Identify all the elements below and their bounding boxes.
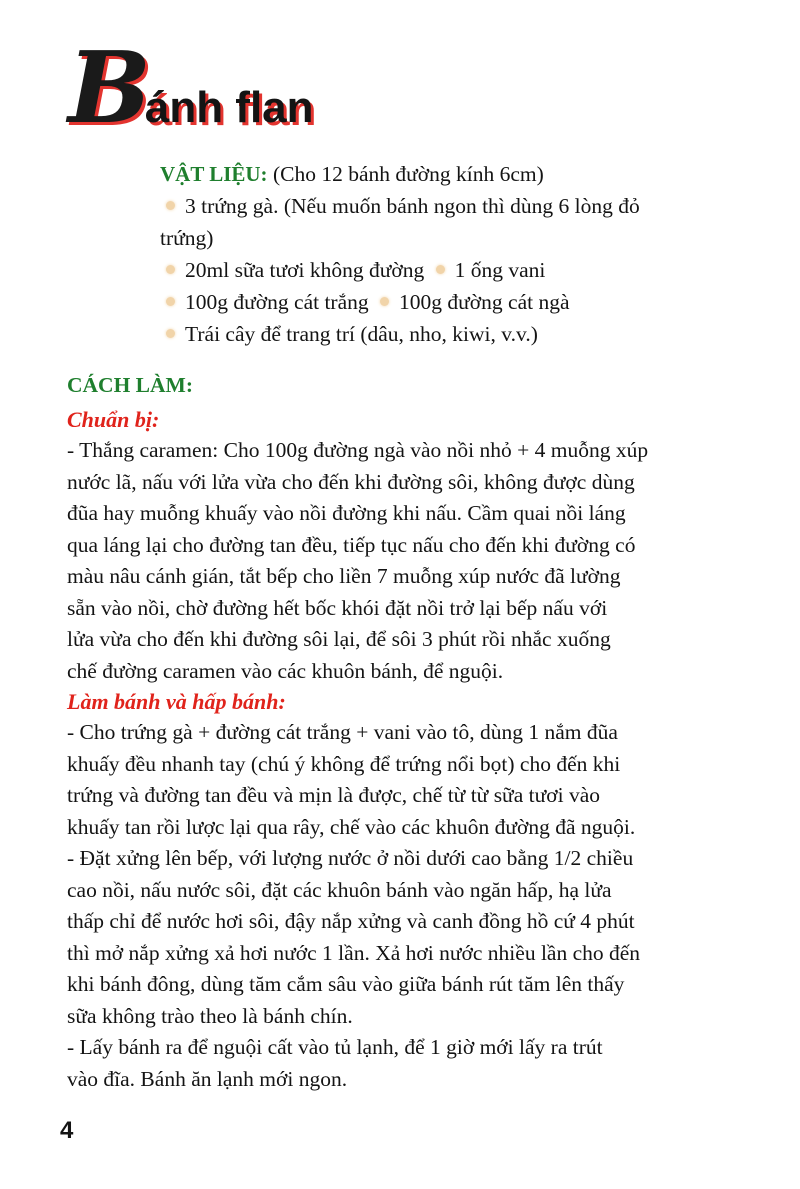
bake-line: thấp chỉ để nước hơi sôi, đậy nắp xửng và canh đồng hồ cứ 4 phút	[67, 909, 635, 933]
bake-line: trứng và đường tan đều và mịn là được, chế từ từ sữa tươi vào	[67, 783, 601, 807]
materials-note: (Cho 12 bánh đường kính 6cm)	[272, 162, 544, 186]
prep-line: chế đường caramen vào các khuôn bánh, để nguội.	[67, 658, 504, 683]
material-item-text: trứng)	[160, 226, 214, 250]
method-heading: CÁCH LÀM:	[67, 373, 193, 397]
prep-line: qua láng lại cho đường tan đều, tiếp tục nấu cho đến khi đường có	[67, 532, 636, 557]
title-rest: ánh flan	[144, 83, 314, 132]
material-item-text: 1 ống vani	[454, 258, 546, 282]
material-item-text: Trái cây để trang trí (dâu, nho, kiwi, v.v.)	[185, 322, 538, 346]
prep-line: lửa vừa cho đến khi đường sôi lại, để sôi 3 phút rồi nhắc xuống	[67, 627, 611, 651]
bullet-icon	[166, 201, 175, 210]
bake-line: vào đĩa. Bánh ăn lạnh mới ngon.	[67, 1066, 348, 1091]
materials-heading-line	[160, 158, 760, 190]
page-title	[68, 31, 314, 146]
material-item	[160, 254, 760, 286]
bake-heading: Làm bánh và hấp bánh:	[67, 689, 286, 714]
prep-line: nước lã, nấu với lửa vừa cho đến khi đường sôi, không được dùng	[67, 469, 635, 494]
prep-line: đũa hay muỗng khuấy vào nồi đường khi nấu. Cầm quai nồi láng	[67, 501, 626, 525]
bake-line: sữa không trào theo là bánh chín.	[67, 1003, 353, 1028]
bullet-icon	[166, 297, 175, 306]
material-item-continued	[160, 222, 760, 254]
material-item-text: 100g đường cát trắng	[185, 290, 369, 314]
bake-line: - Lấy bánh ra để nguội cất vào tủ lạnh, để 1 giờ mới lấy ra trút	[67, 1035, 603, 1059]
material-item-text: 20ml sữa tươi không đường	[185, 258, 425, 282]
prep-line: - Thắng caramen: Cho 100g đường ngà vào nồi nhỏ + 4 muỗng xúp	[67, 438, 649, 462]
materials-heading: VẬT LIỆU:	[160, 162, 268, 186]
bullet-icon	[436, 265, 445, 274]
prep-line: sẵn vào nồi, chờ đường hết bốc khói đặt nồi trở lại bếp nấu với	[67, 595, 608, 620]
materials-section	[160, 158, 760, 350]
bake-line: - Đặt xửng lên bếp, với lượng nước ở nồi dưới cao bằng 1/2 chiều	[67, 846, 634, 870]
bake-line: - Cho trứng gà + đường cát trắng + vani vào tô, dùng 1 nắm đũa	[67, 720, 618, 744]
title-initial: B	[68, 31, 151, 146]
bake-line: cao nồi, nấu nước sôi, đặt các khuôn bánh vào ngăn hấp, hạ lửa	[67, 877, 612, 902]
bake-line: thì mở nắp xửng xả hơi nước 1 lần. Xả hơi nước nhiều lần cho đến	[67, 940, 641, 965]
material-item	[160, 286, 760, 318]
prep-heading: Chuẩn bị:	[67, 407, 160, 432]
bake-line: khuấy tan rồi lược lại qua rây, chế vào các khuôn đường đã nguội.	[67, 814, 636, 839]
material-item-text: 3 trứng gà. (Nếu muốn bánh ngon thì dùng 6 lòng đỏ	[185, 194, 640, 218]
material-item-text: 100g đường cát ngà	[399, 290, 570, 314]
bake-line: khuấy đều nhanh tay (chú ý không để trứng nổi bọt) cho đến khi	[67, 751, 621, 776]
prep-line: màu nâu cánh gián, tắt bếp cho liền 7 muỗng xúp nước đã lường	[67, 564, 621, 588]
bullet-icon	[166, 329, 175, 338]
material-item	[160, 318, 760, 350]
bake-line: khi bánh đông, dùng tăm cắm sâu vào giữa bánh rút tăm lên thấy	[67, 972, 625, 996]
bullet-icon	[166, 265, 175, 274]
material-item	[160, 190, 760, 222]
method-section	[67, 405, 787, 1095]
bullet-icon	[380, 297, 389, 306]
page-number: 4	[60, 1117, 74, 1144]
